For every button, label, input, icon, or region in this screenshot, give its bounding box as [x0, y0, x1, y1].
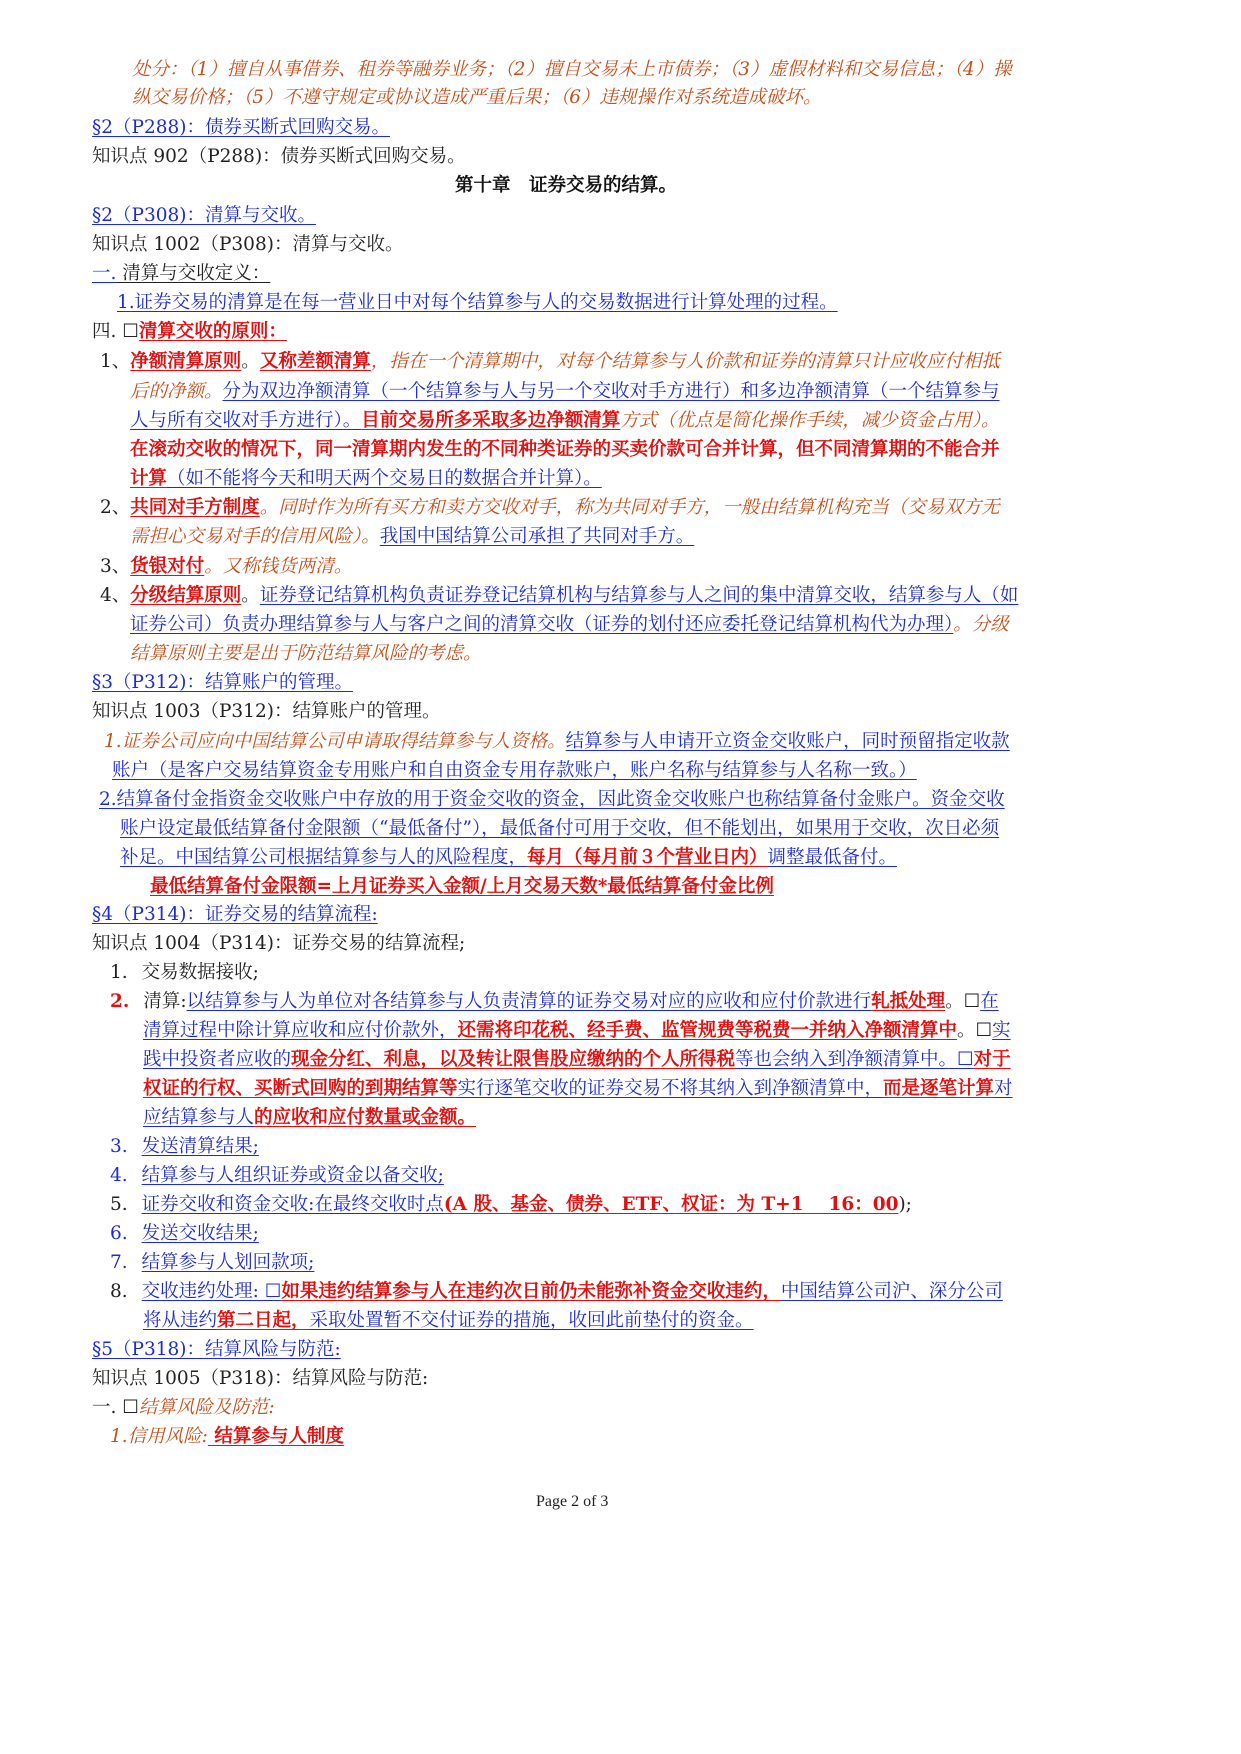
knowledge-point-1003: 知识点 1003（P312)：结算账户的管理。	[92, 701, 441, 722]
account-item-2-line: 账户设定最低结算备付金限额（“最低备付”），最低备付可用于交收，但不能划出，如果用于交收，次日必须	[120, 818, 1000, 839]
step-text: 结算参与人组织证券或资金以备交收;	[141, 1165, 444, 1186]
flow-step-2-line	[143, 1044, 1011, 1075]
text: 调整最低备付。	[767, 847, 898, 868]
account-item-1	[104, 726, 1010, 757]
step-number: 3.	[110, 1136, 128, 1157]
text: 将从违约	[143, 1310, 218, 1331]
list-number: 1、	[100, 351, 131, 372]
flow-step-1	[110, 957, 259, 988]
text: 。	[241, 585, 260, 606]
definition-item: 1.证券交易的清算是在每一营业日中对每个结算参与人的交易数据进行计算处理的过程。	[117, 292, 838, 313]
text: 需担心交易对手的信用风险）。	[130, 526, 380, 547]
text: 结算参与人申请开立资金交收账户，同时预留指定收款	[565, 731, 1010, 752]
section-heading-p314: §4（P314)：证券交易的结算流程:	[92, 904, 378, 925]
step-text: 交易数据接收;	[141, 962, 259, 983]
term: 结算参与人制度	[207, 1426, 344, 1447]
principle-3-line	[100, 551, 352, 582]
text: 。☐	[945, 991, 981, 1012]
section-heading-p308: §2（P308)：清算与交收。	[92, 205, 316, 226]
text: 清算过程中除计算应收和应付价款外，	[143, 1020, 458, 1041]
term: 分级结算原则	[130, 585, 242, 606]
list-number: 一. ☐	[92, 1397, 139, 1418]
flow-step-5	[110, 1189, 912, 1220]
account-item-2: 2.结算备付金指资金交收账户中存放的用于资金交收的资金，因此资金交收账户也称结算备付金账户。资金交收	[99, 789, 1005, 810]
knowledge-point-1002: 知识点 1002（P308)：清算与交收。	[92, 234, 404, 255]
term: 计算	[130, 468, 168, 489]
text: 。	[241, 351, 260, 372]
flow-step-6	[110, 1218, 259, 1249]
step-text: 发送清算结果;	[141, 1136, 259, 1157]
step-number: 4.	[110, 1165, 128, 1186]
text: 交收违约处理: ☐	[141, 1281, 282, 1302]
paragraph-line: 纵交易价格；（5）不遵守规定或协议造成严重后果；（6）违规操作对系统造成破坏。	[132, 87, 822, 108]
text: 方式（优点是简化操作手续，减少资金占用）。	[620, 410, 1000, 431]
text: 以结算参与人为单位对各结算参与人负责清算的证券交易对应的应收和应付价款进行	[186, 991, 872, 1012]
text: 应结算参与人	[143, 1107, 255, 1128]
step-number: 8.	[110, 1281, 128, 1302]
text: 。同时作为所有买方和卖方交收对手，称为共同对手方，一般由结算机构充当（交易双方无	[259, 497, 1000, 518]
text: （如不能将今天和明天两个交易日的数据合并计算）。	[167, 468, 602, 489]
list-number: 一.	[92, 263, 117, 284]
step-number: 7.	[110, 1252, 128, 1273]
text: 。分级	[953, 614, 1009, 635]
section-heading-p288: §2（P288)：债券买断式回购交易。	[92, 117, 390, 138]
step-number: 2.	[110, 991, 130, 1012]
step-number: 6.	[110, 1223, 128, 1244]
text: );	[898, 1194, 912, 1215]
term: 还需将印花税、经手费、监管规费等税费一并纳入净额清算中	[457, 1020, 958, 1041]
step-number: 1.	[110, 962, 128, 983]
flow-step-3	[110, 1131, 259, 1162]
flow-step-2-line	[143, 1102, 476, 1133]
list-number: 4、	[100, 585, 131, 606]
flow-step-2-line	[143, 1015, 1011, 1046]
term: 第二日起，	[217, 1310, 310, 1331]
heading-label: 结算风险及防范:	[138, 1397, 275, 1418]
text: 实	[992, 1020, 1011, 1041]
paragraph-line: 处分：（1）擅自从事借券、租券等融券业务；（2）擅自交易未上市债券；（3）虚假材料和交易信息；（4）操	[132, 59, 1012, 80]
account-item-2-line	[120, 842, 897, 873]
flow-step-8	[110, 1276, 1003, 1307]
knowledge-point-902: 知识点 902（P288)：债券买断式回购交易。	[92, 146, 466, 167]
text: 等也会纳入到净额清算中。☐	[735, 1049, 974, 1070]
term: 权证的行权、买断式回购的到期结算等	[143, 1078, 458, 1099]
term: 共同对手方制度	[130, 497, 260, 518]
knowledge-point-1005: 知识点 1005（P318)：结算风险与防范:	[92, 1368, 429, 1389]
flow-step-2	[110, 986, 999, 1017]
text: 后的净额。	[130, 381, 223, 402]
knowledge-point-1004: 知识点 1004（P314)：证券交易的结算流程;	[92, 933, 466, 954]
principle-1-line	[130, 376, 1000, 407]
term: (A 股、基金、债券、ETF、权证：为 T+1 16：00	[443, 1194, 899, 1215]
term: 而是逐笔计算	[883, 1078, 995, 1099]
principle-4-line: 结算原则主要是出于防范结算风险的考虑。	[130, 643, 482, 664]
text: 证券交收和资金交收:在最终交收时点	[141, 1194, 444, 1215]
risk-heading	[92, 1392, 275, 1423]
principle-1-line	[100, 346, 1000, 377]
term: 每月（每月前３个营业日内）	[527, 847, 768, 868]
text: 。☐	[957, 1020, 993, 1041]
term: 目前交易所多采取多边净额清算	[361, 410, 621, 431]
heading-label: 清算与交收定义：	[116, 263, 271, 284]
principle-2-line	[130, 521, 694, 552]
text: 分为双边净额清算（一个结算参与人与另一个交收对手方进行）和多边净额清算（一个结算参与	[222, 381, 1000, 402]
term: 对于	[973, 1049, 1011, 1070]
term: 现金分红、利息，以及转让限售股应缴纳的个人所得税	[291, 1049, 736, 1070]
principle-2-line	[100, 492, 1000, 523]
term: 又称差额清算	[259, 351, 371, 372]
text: 采取处置暂不交付证券的措施，收回此前垫付的资金。	[309, 1310, 754, 1331]
page-footer: Page 2 of 3	[536, 1493, 609, 1510]
account-item-1-line: 账户（是客户交易结算资金专用账户和自由资金专用存款账户，账户名称与结算参与人名称一致。）	[112, 760, 917, 781]
text: 。又称钱货两清。	[204, 556, 353, 577]
flow-step-2-line	[143, 1073, 1013, 1104]
list-number: 2、	[100, 497, 131, 518]
section-heading-p312: §3（P312)：结算账户的管理。	[92, 672, 353, 693]
text: 我国中国结算公司承担了共同对手方。	[379, 526, 695, 547]
text: 证券公司）负责办理结算参与人与客户之间的清算交收（证券的划付还应委托登记结算机构代为办理）	[130, 614, 954, 635]
text: 中国结算公司沪、深分公司	[780, 1281, 1003, 1302]
risk-item-1	[110, 1421, 344, 1452]
text: ，指在一个清算期中，对每个结算参与人价款和证券的清算只计应收应付相抵	[370, 351, 1000, 372]
text: 清算:	[143, 991, 187, 1012]
formula: 最低结算备付金限额=上月证券买入金额/上月交易天数*最低结算备付金比例	[150, 876, 774, 897]
list-number: 3、	[100, 556, 131, 577]
step-number: 5.	[110, 1194, 128, 1215]
step-text: 结算参与人划回款项;	[141, 1252, 315, 1273]
term: 净额清算原则	[130, 351, 242, 372]
term: 轧抵处理	[871, 991, 946, 1012]
principles-heading	[92, 316, 287, 347]
text: 人与所有交收对手方进行）。	[130, 410, 362, 431]
principle-1-line	[130, 463, 602, 494]
term: 的应收和应付数量或金额。	[254, 1107, 477, 1128]
term: 如果违约结算参与人在违约次日前仍未能弥补资金交收违约，	[281, 1281, 781, 1302]
text: 证券登记结算机构负责证券登记结算机构与结算参与人之间的集中清算交收，结算参与人（如	[259, 585, 1019, 606]
flow-step-7	[110, 1247, 314, 1278]
principle-4-line	[100, 580, 1018, 611]
text: 补足。中国结算公司根据结算参与人的风险程度，	[120, 847, 528, 868]
chapter-title: 第十章 证券交易的结算。	[455, 175, 678, 196]
flow-step-8-line	[143, 1305, 754, 1336]
principle-4-line	[130, 609, 1009, 640]
text: 实行逐笔交收的证券交易不将其纳入到净额清算中，	[457, 1078, 884, 1099]
heading-label: 清算交收的原则：	[138, 321, 287, 342]
list-number: 四. ☐	[92, 321, 139, 342]
section-heading-p318: §5（P318)：结算风险与防范:	[92, 1339, 341, 1360]
principle-1-line: 在滚动交收的情况下，同一清算期内发生的不同种类证券的买卖价款可合并计算，但不同清算期的不能合并	[130, 439, 1000, 460]
principle-1-line	[130, 405, 1000, 436]
definition-heading	[92, 258, 270, 289]
term: 货银对付	[130, 556, 205, 577]
text: 践中投资者应收的	[143, 1049, 292, 1070]
flow-step-4	[110, 1160, 444, 1191]
text: 1.证券公司应向中国结算公司申请取得结算参与人资格。	[104, 731, 566, 752]
text: 在	[980, 991, 999, 1012]
text: 1.信用风险:	[110, 1426, 208, 1447]
text: 对	[994, 1078, 1013, 1099]
step-text: 发送交收结果;	[141, 1223, 259, 1244]
